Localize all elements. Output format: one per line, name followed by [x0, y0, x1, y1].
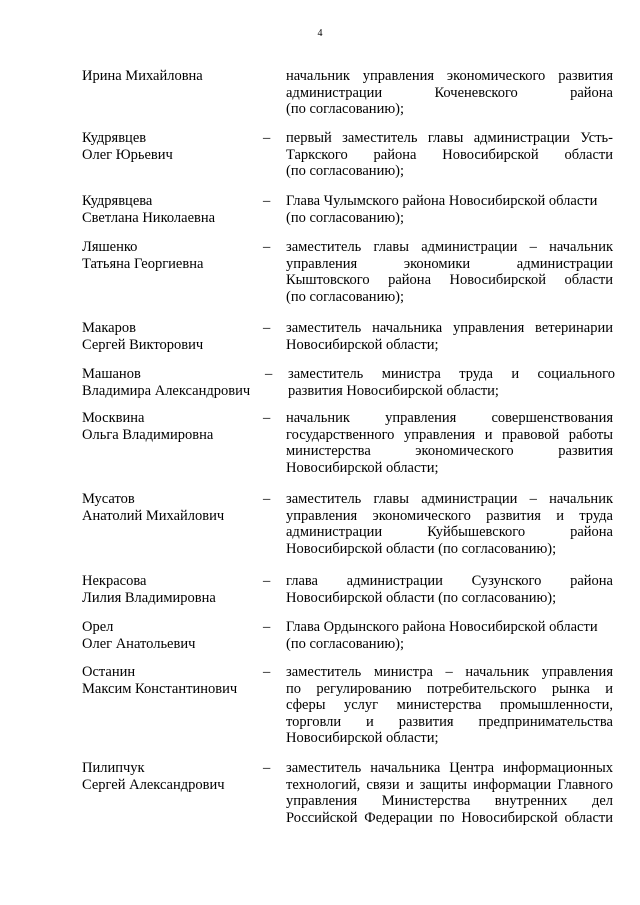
role-line: (по согласованию); — [286, 101, 405, 117]
person-name — [82, 619, 262, 652]
role-line: торговли и развития предпринимательства — [286, 713, 613, 730]
person-given-name: Татьяна Георгиевна — [82, 255, 204, 272]
person-role — [286, 664, 613, 747]
person-surname: Ляшенко — [82, 239, 138, 255]
person-role — [286, 760, 613, 826]
separator-dash: – — [263, 193, 271, 209]
person-given-name: Сергей Александрович — [82, 776, 225, 793]
role-line: (по согласованию); — [286, 163, 405, 179]
role-line: (по согласованию); — [286, 288, 405, 305]
role-line: Новосибирской области (по согласованию); — [286, 540, 557, 557]
person-given-name: Ирина Михайловна — [82, 68, 203, 84]
separator-dash: – — [263, 619, 271, 635]
separator-dash: – — [263, 573, 271, 589]
separator-dash: – — [263, 239, 271, 255]
separator-dash: – — [263, 664, 271, 680]
person-name — [82, 68, 262, 85]
role-line: заместитель главы администрации – начальник — [286, 491, 613, 507]
person-role — [286, 491, 613, 557]
separator-dash: – — [263, 130, 271, 146]
person-given-name: Сергей Викторович — [82, 336, 204, 353]
person-given-name: Олег Юрьевич — [82, 146, 173, 163]
role-line: технологий, связи и защиты информации Главного — [286, 776, 613, 793]
page-number: 4 — [317, 28, 323, 39]
role-line: администрации Куйбышевского района — [286, 524, 613, 540]
person-surname: Кудрявцева — [82, 193, 153, 209]
person-surname: Мусатов — [82, 491, 135, 507]
role-line: управления экономики администрации — [286, 255, 613, 272]
person-name — [82, 320, 262, 353]
person-surname: Пилипчук — [82, 760, 145, 776]
role-line: заместитель начальника Центра информационных — [286, 760, 613, 776]
person-name — [82, 366, 262, 399]
person-role — [286, 68, 613, 118]
role-line: Новосибирской области; — [286, 336, 439, 353]
person-name — [82, 193, 262, 226]
person-name — [82, 491, 262, 524]
person-surname: Москвина — [82, 410, 145, 426]
role-line: начальник управления экономического развития — [286, 68, 613, 84]
role-line: Глава Чулымского района Новосибирской области — [286, 193, 598, 209]
role-line: заместитель главы администрации – начальник — [286, 239, 613, 255]
person-given-name: Анатолий Михайлович — [82, 507, 225, 524]
separator-dash: – — [263, 320, 271, 336]
person-role — [286, 320, 613, 353]
role-line: первый заместитель главы администрации Усть- — [286, 130, 613, 146]
role-line: (по согласованию); — [286, 635, 405, 652]
role-line: заместитель министра труда и социального — [288, 366, 615, 382]
person-given-name: Лилия Владимировна — [82, 589, 216, 606]
role-line: Новосибирской области; — [286, 459, 439, 476]
role-line: администрации Коченевского района — [286, 84, 613, 101]
person-role — [286, 193, 613, 226]
person-name — [82, 760, 262, 793]
role-line: Новосибирской области; — [286, 730, 439, 746]
person-role — [288, 366, 615, 399]
role-line: по регулированию потребительского рынка и — [286, 680, 613, 697]
role-line: управления экономического развития и труда — [286, 507, 613, 524]
person-name — [82, 573, 262, 606]
person-given-name: Ольга Владимировна — [82, 426, 214, 443]
role-line: заместитель начальника управления ветеринарии — [286, 320, 613, 336]
person-given-name: Владимира Александрович — [82, 382, 251, 399]
person-surname: Орел — [82, 619, 114, 635]
role-line: Таркского района Новосибирской области — [286, 146, 613, 163]
role-line: развития Новосибирской области; — [288, 382, 499, 399]
role-line: управления Министерства внутренних дел — [286, 793, 613, 809]
role-line: (по согласованию); — [286, 209, 405, 226]
role-line: Кыштовского района Новосибирской области — [286, 272, 613, 288]
person-name — [82, 410, 262, 443]
separator-dash: – — [263, 491, 271, 507]
role-line: Российской Федерации по Новосибирской области — [286, 809, 613, 826]
person-role — [286, 130, 613, 180]
person-surname: Кудрявцев — [82, 130, 147, 146]
separator-dash: – — [263, 760, 271, 776]
separator-dash: – — [263, 410, 271, 426]
role-line: министерства экономического развития — [286, 443, 613, 459]
person-surname: Останин — [82, 664, 136, 680]
person-role — [286, 619, 613, 652]
person-given-name: Олег Анатольевич — [82, 635, 196, 652]
person-given-name: Максим Константинович — [82, 680, 238, 697]
person-surname: Машанов — [82, 366, 141, 382]
person-role — [286, 573, 613, 606]
person-surname: Некрасова — [82, 573, 147, 589]
role-line: заместитель министра – начальник управления — [286, 664, 613, 680]
role-line: Новосибирской области (по согласованию); — [286, 589, 557, 606]
role-line: сферы услуг министерства промышленности, — [286, 697, 613, 713]
person-name — [82, 130, 262, 163]
person-name — [82, 239, 262, 272]
person-name — [82, 664, 262, 697]
person-given-name: Светлана Николаевна — [82, 209, 216, 226]
person-role — [286, 239, 613, 305]
person-surname: Макаров — [82, 320, 136, 336]
role-line: глава администрации Сузунского района — [286, 573, 613, 589]
role-line: начальник управления совершенствования — [286, 410, 613, 426]
separator-dash: – — [265, 366, 273, 382]
role-line: Глава Ордынского района Новосибирской области — [286, 619, 598, 635]
person-role — [286, 410, 613, 476]
role-line: государственного управления и правовой работы — [286, 426, 613, 443]
